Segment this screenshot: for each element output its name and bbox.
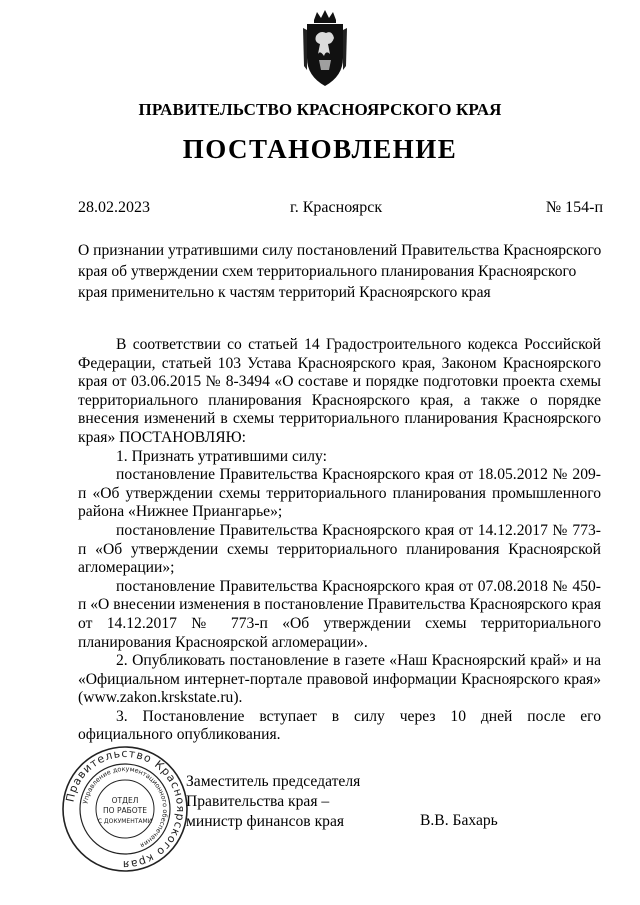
- document-subject: О признании утратившими силу постановлений Правительства Красноярского края об утверждении схем территориального планирования Красноярского края применительно к частям территорий Красноярского края: [78, 242, 602, 301]
- coat-of-arms-emblem: [302, 10, 348, 88]
- stamp-center-line-2: ПО РАБОТЕ: [103, 806, 147, 815]
- item-2-paragraph: 2. Опубликовать постановление в газете «Наш Красноярский край» и на «Официальном интернет-портале правовой информации Красноярского края» (www.zakon.krskstate.ru).: [78, 652, 601, 707]
- document-date: 28.02.2023: [78, 199, 150, 216]
- document-number: № 154-п: [545, 199, 603, 216]
- item-1-subitem-b: постановление Правительства Красноярского края от 14.12.2017 № 773-п «Об утверждении схемы территориального планирования Красноярской агломерации»;: [78, 521, 601, 577]
- item-1-subitem-a: постановление Правительства Красноярского края от 18.05.2012 № 209-п «Об утверждении схемы территориального планирования промышленного района «Нижнее Приангарье»;: [78, 466, 601, 521]
- signatory-line-1: Заместитель председателя: [186, 773, 361, 790]
- official-stamp: [60, 744, 190, 874]
- signatory-line-2: Правительства края –: [186, 793, 330, 810]
- stamp-center-line-1: ОТДЕЛ: [111, 796, 139, 805]
- signatory-position: [186, 772, 360, 832]
- stamp-inner-text: Управление документационного обеспечения: [81, 764, 170, 850]
- preamble-paragraph: В соответствии со статьей 14 Градостроительного кодекса Российской Федерации, статьей 103 Устава Красноярского края, Законом Красноярского края от 03.06.2015 № 8-3494 «О составе и порядке подготовки проекта схемы территориального планирования Красноярского края, а также о порядке внесения изменений в схемы территориального планирования Красноярского края» ПОСТАНОВЛЯЮ:: [78, 336, 601, 446]
- government-title: ПРАВИТЕЛЬСТВО КРАСНОЯРСКОГО КРАЯ: [138, 100, 502, 119]
- signatory-name: В.В. Бахарь: [420, 812, 498, 829]
- item-3-paragraph: 3. Постановление вступает в силу через 10 дней после его официального опубликования.: [78, 707, 601, 744]
- signatory-line-3: министр финансов края: [186, 813, 345, 830]
- document-type-title: ПОСТАНОВЛЕНИЕ: [182, 134, 458, 164]
- document-body: [78, 336, 601, 745]
- item-1-subitem-c: постановление Правительства Красноярского края от 07.08.2018 № 450-п «О внесении изменения в постановление Правительства Красноярского края от 14.12.2017 № 773-п «Об утверждении схемы территориального планирования Красноярской агломерации».: [78, 577, 601, 651]
- stamp-outer-text: Правительство Красноярского края: [63, 746, 188, 872]
- item-1-title: 1. Признать утратившими силу:: [116, 447, 327, 465]
- stamp-center-line-3: С ДОКУМЕНТАМИ: [97, 818, 153, 825]
- document-city: г. Красноярск: [290, 199, 383, 216]
